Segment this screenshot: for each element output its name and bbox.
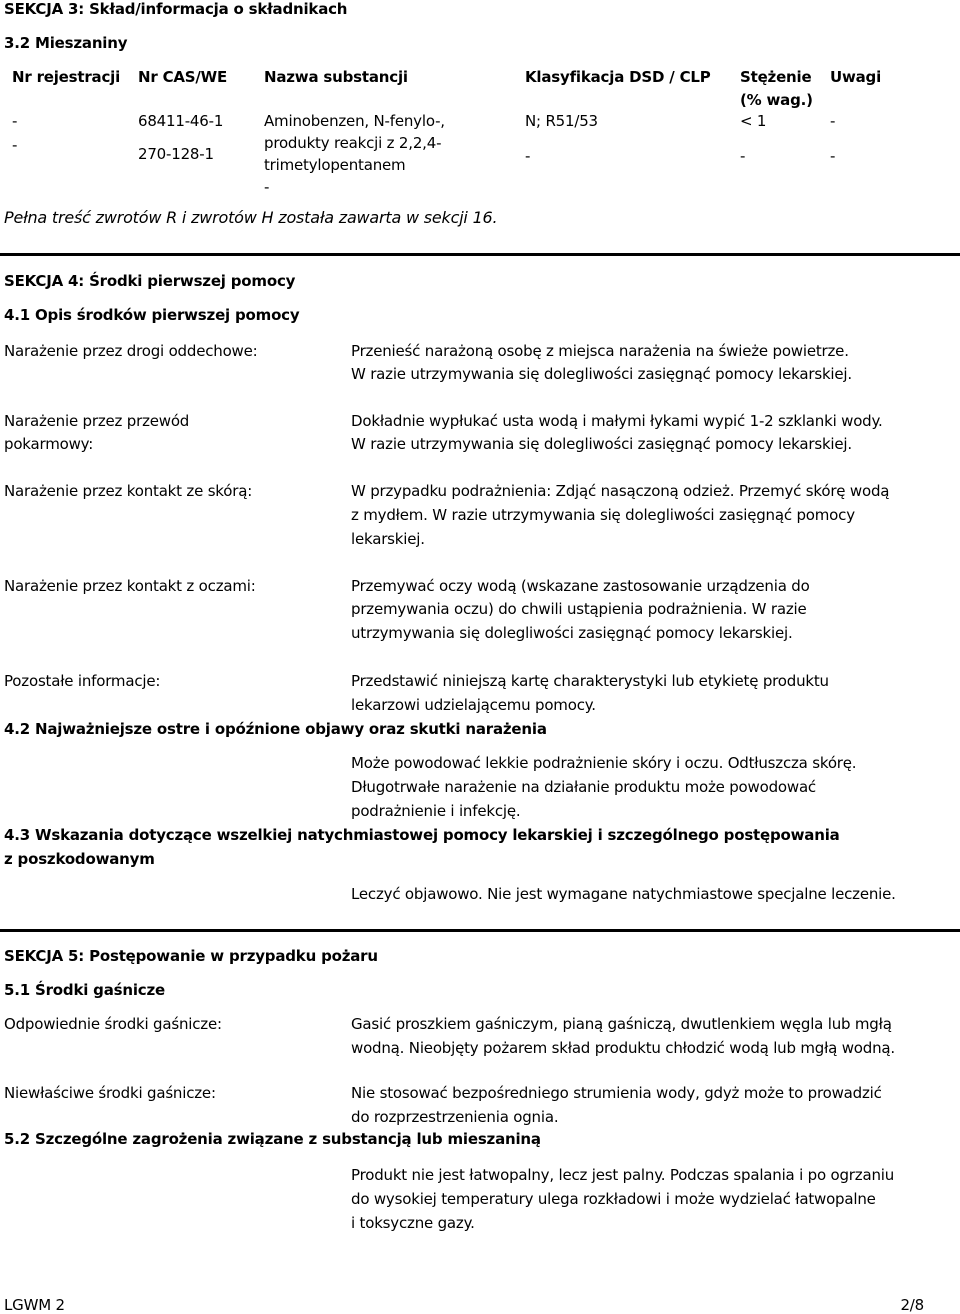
section-4-1-heading: 4.1 Opis środków pierwszej pomocy	[4, 306, 300, 324]
section-5-title: SEKCJA 5: Postępowanie w przypadku pożaru	[4, 947, 378, 965]
suitable-media-text: wodną. Nieobjęty pożarem skład produktu chłodzić wodą lub mgłą wodną.	[351, 1039, 895, 1057]
inhalation-text: W razie utrzymywania się dolegliwości zasięgnąć pomocy lekarskiej.	[351, 365, 852, 383]
table-cell: produkty reakcji z 2,2,4-	[264, 134, 442, 152]
section-3-2-heading: 3.2 Mieszaniny	[4, 34, 128, 52]
symptoms-text: Może powodować lekkie podrażnienie skóry i oczu. Odtłuszcza skórę.	[351, 754, 857, 772]
unsuitable-media-text: Nie stosować bezpośredniego strumienia wody, gdyż może to prowadzić	[351, 1084, 882, 1102]
other-info-text: lekarzowi udzielającemu pomocy.	[351, 696, 596, 714]
eye-text: przemywania oczu) do chwili ustąpienia podrażnienia. W razie	[351, 600, 807, 618]
hazards-text: i toksyczne gazy.	[351, 1214, 475, 1232]
table-cell: -	[525, 147, 531, 165]
suitable-media-label: Odpowiednie środki gaśnicze:	[4, 1015, 222, 1033]
symptoms-text: podrażnienie i infekcję.	[351, 802, 521, 820]
skin-text: W przypadku podrażnienia: Zdjąć nasączoną odzież. Przemyć skórę wodą	[351, 482, 890, 500]
section-4-2-heading: 4.2 Najważniejsze ostre i opóźnione objawy oraz skutki narażenia	[4, 720, 547, 738]
other-info-label: Pozostałe informacje:	[4, 672, 161, 690]
r-h-phrases-note: Pełna treść zwrotów R i zwrotów H została zawarta w sekcji 16.	[4, 208, 498, 227]
table-cell: -	[12, 112, 18, 130]
table-cell: -	[12, 136, 18, 154]
table-cell: -	[740, 147, 746, 165]
treatment-text: Leczyć objawowo. Nie jest wymagane natychmiastowe specjalne leczenie.	[351, 885, 896, 903]
table-cell: 68411-46-1	[138, 112, 224, 130]
table-cell: 270-128-1	[138, 145, 214, 163]
hazards-text: do wysokiej temperatury ulega rozkładowi i może wydzielać łatwopalne	[351, 1190, 876, 1208]
col-header-concentration-unit: (% wag.)	[740, 91, 813, 109]
table-cell: Aminobenzen, N-fenylo-,	[264, 112, 445, 130]
symptoms-text: Długotrwałe narażenie na działanie produktu może powodować	[351, 778, 816, 796]
table-cell: -	[830, 147, 836, 165]
section-divider	[0, 929, 960, 932]
col-header-substance: Nazwa substancji	[264, 68, 408, 86]
suitable-media-text: Gasić proszkiem gaśniczym, pianą gaśniczą, dwutlenkiem węgla lub mgłą	[351, 1015, 892, 1033]
footer-doc-code: LGWM 2	[4, 1296, 65, 1314]
section-5-2-heading: 5.2 Szczególne zagrożenia związane z substancją lub mieszaniną	[4, 1130, 541, 1148]
skin-label: Narażenie przez kontakt ze skórą:	[4, 482, 253, 500]
col-header-concentration: Stężenie	[740, 68, 812, 86]
ingestion-label: Narażenie przez przewód	[4, 412, 190, 430]
section-4-3-heading: z poszkodowanym	[4, 850, 155, 868]
col-header-classification: Klasyfikacja DSD / CLP	[525, 68, 711, 86]
ingestion-text: W razie utrzymywania się dolegliwości zasięgnąć pomocy lekarskiej.	[351, 435, 852, 453]
skin-text: z mydłem. W razie utrzymywania się dolegliwości zasięgnąć pomocy	[351, 506, 855, 524]
table-cell: -	[830, 112, 836, 130]
section-divider	[0, 253, 960, 256]
eye-text: Przemywać oczy wodą (wskazane zastosowanie urządzenia do	[351, 577, 810, 595]
col-header-remarks: Uwagi	[830, 68, 882, 86]
table-cell: trimetylopentanem	[264, 156, 406, 174]
skin-text: lekarskiej.	[351, 530, 425, 548]
inhalation-label: Narażenie przez drogi oddechowe:	[4, 342, 258, 360]
ingestion-text: Dokładnie wypłukać usta wodą i małymi łykami wypić 1-2 szklanki wody.	[351, 412, 883, 430]
eye-label: Narażenie przez kontakt z oczami:	[4, 577, 256, 595]
table-cell: -	[264, 178, 270, 196]
eye-text: utrzymywania się dolegliwości zasięgnąć pomocy lekarskiej.	[351, 624, 793, 642]
col-header-reg-no: Nr rejestracji	[12, 68, 121, 86]
table-cell: N; R51/53	[525, 112, 598, 130]
unsuitable-media-label: Niewłaściwe środki gaśnicze:	[4, 1084, 216, 1102]
inhalation-text: Przenieść narażoną osobę z miejsca narażenia na świeże powietrze.	[351, 342, 849, 360]
section-3-title: SEKCJA 3: Skład/informacja o składnikach	[4, 0, 348, 18]
section-4-title: SEKCJA 4: Środki pierwszej pomocy	[4, 272, 296, 290]
hazards-text: Produkt nie jest łatwopalny, lecz jest palny. Podczas spalania i po ogrzaniu	[351, 1166, 895, 1184]
other-info-text: Przedstawić niniejszą kartę charakterystyki lub etykietę produktu	[351, 672, 829, 690]
ingestion-label: pokarmowy:	[4, 435, 94, 453]
col-header-cas: Nr CAS/WE	[138, 68, 228, 86]
table-cell: < 1	[740, 112, 767, 130]
section-4-3-heading: 4.3 Wskazania dotyczące wszelkiej natychmiastowej pomocy lekarskiej i szczególnego postępowania	[4, 826, 840, 844]
section-5-1-heading: 5.1 Środki gaśnicze	[4, 981, 165, 999]
footer-page-number: 2/8	[900, 1296, 924, 1314]
unsuitable-media-text: do rozprzestrzenienia ognia.	[351, 1108, 559, 1126]
